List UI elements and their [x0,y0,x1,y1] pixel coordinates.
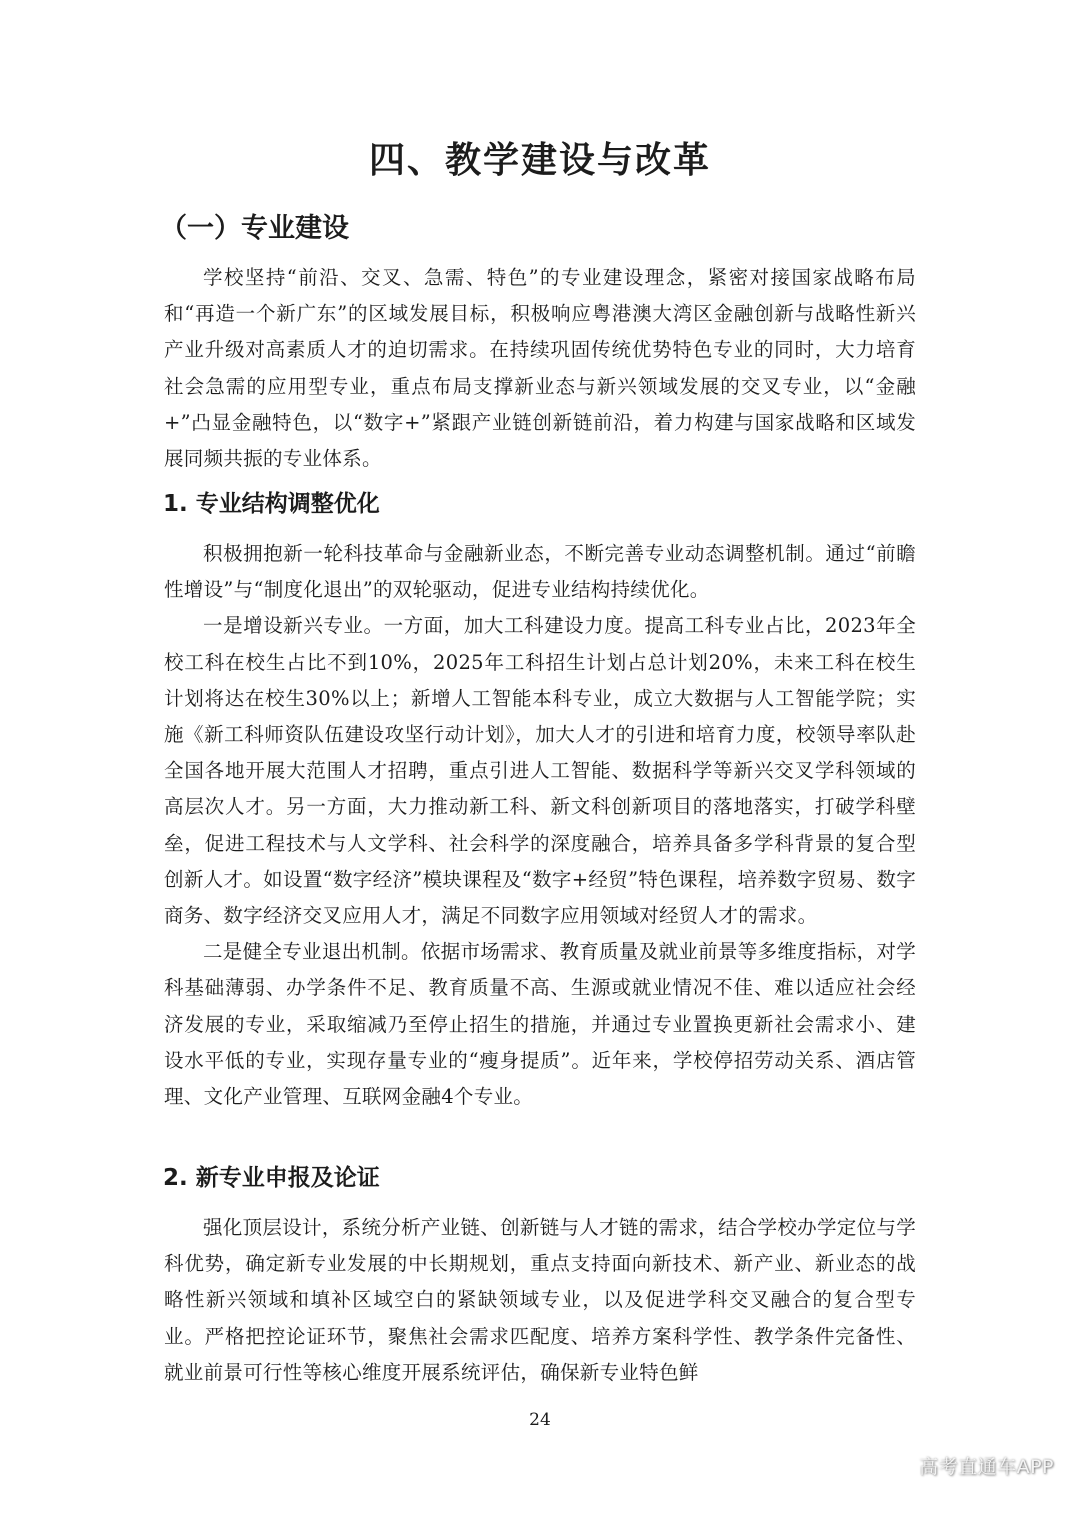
subsection-1-title: 1. 专业结构调整优化 [163,491,380,517]
subsection-2-body [164,1210,916,1391]
section-title: （一）专业建设 [160,213,349,244]
intro-block [164,260,916,477]
page-number: 24 [529,1410,551,1430]
subsection-2-paragraph-1: 强化顶层设计，系统分析产业链、创新链与人才链的需求，结合学校办学定位与学科优势，确定新专业发展的中长期规划，重点支持面向新技术、新产业、新业态的战略性新兴领域和填补区域空白的紧缺领域专业，以及促进学科交叉融合的复合型专业。严格把控论证环节，聚焦社会需求匹配度、培养方案科学性、教学条件完备性、就业前景可行性等核心维度开展系统评估，确保新专业特色鲜 [164,1216,916,1384]
watermark-text: 高考直通车APP [919,1456,1054,1478]
subsection-1-paragraph-1: 积极拥抱新一轮科技革命与金融新业态，不断完善专业动态调整机制。通过“前瞻性增设”与“制度化退出”的双轮驱动，促进专业结构持续优化。 [164,542,916,602]
subsection-2-title: 2. 新专业申报及论证 [163,1165,380,1191]
subsection-1-paragraph-3: 二是健全专业退出机制。依据市场需求、教育质量及就业前景等多维度指标，对学科基础薄弱、办学条件不足、教育质量不高、生源或就业情况不佳、难以适应社会经济发展的专业，采取缩减乃至停止招生的措施，并通过专业置换更新社会需求小、建设水平低的专业，实现存量专业的“瘦身提质”。近年来，学校停招劳动关系、酒店管理、文化产业管理、互联网金融4个专业。 [164,940,916,1109]
subsection-1-paragraph-2: 一是增设新兴专业。一方面，加大工科建设力度。提高工科专业占比，2023年全校工科在校生占比不到10%，2025年工科招生计划占总计划20%，未来工科在校生计划将达在校生30%以上；新增人工智能本科专业，成立大数据与人工智能学院；实施《新工科师资队伍建设攻坚行动计划》，加大人才的引进和培育力度，校领导率队赴全国各地开展大范围人才招聘，重点引进人工智能、数据科学等新兴交叉学科领域的高层次人才。另一方面，大力推动新工科、新文科创新项目的落地落实，打破学科壁垒，促进工程技术与人文学科、社会科学的深度融合，培养具备多学科背景的复合型创新人才。如设置“数字经济”模块课程及“数字+经贸”特色课程，培养数字贸易、数字商务、数字经济交叉应用人才，满足不同数字应用领域对经贸人才的需求。 [164,614,916,928]
intro-paragraph: 学校坚持“前沿、交叉、急需、特色”的专业建设理念，紧密对接国家战略布局和“再造一个新广东”的区域发展目标，积极响应粤港澳大湾区金融创新与战略性新兴产业升级对高素质人才的迫切需求。在持续巩固传统优势特色专业的同时，大力培育社会急需的应用型专业，重点布局支撑新业态与新兴领域发展的交叉专业，以“金融+”凸显金融特色，以“数字+”紧跟产业链创新链前沿，着力构建与国家战略和区域发展同频共振的专业体系。 [164,266,916,471]
chapter-title: 四、教学建设与改革 [368,140,711,181]
subsection-1-body [164,536,916,1115]
